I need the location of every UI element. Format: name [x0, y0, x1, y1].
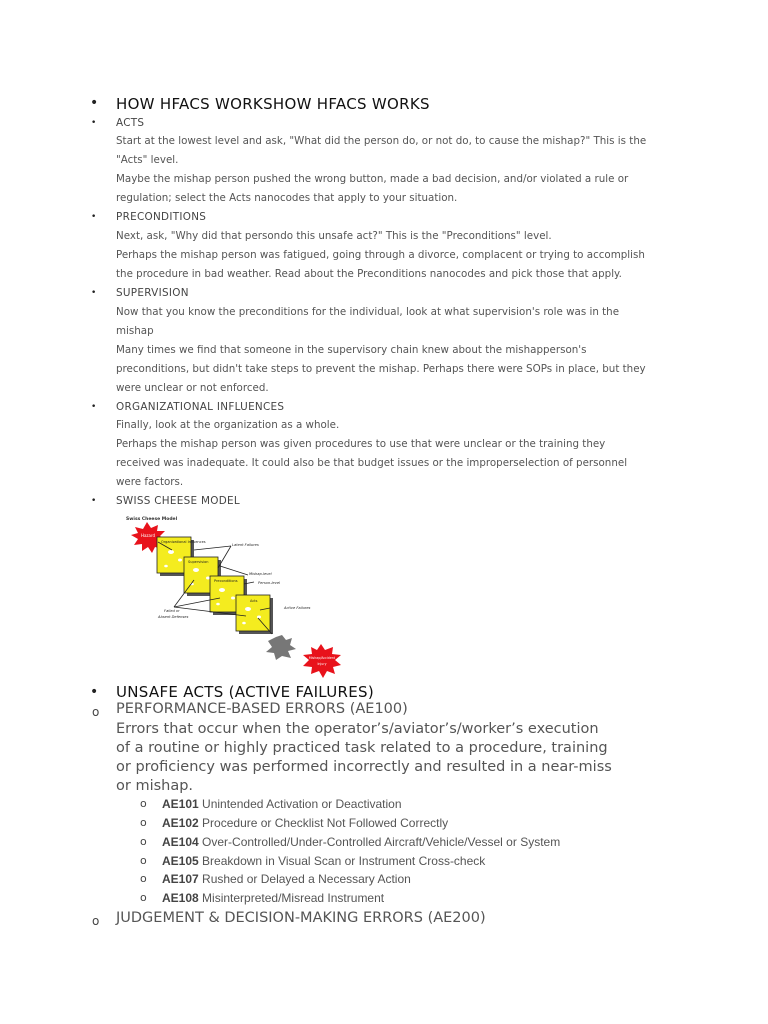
code-item: [162, 891, 384, 905]
body-line: the procedure in bad weather. Read about the Preconditions nanocodes and pick those that apply.: [116, 268, 622, 280]
body-line: Perhaps the mishap person was given procedures to use that were unclear or the training they: [116, 438, 606, 450]
mishap-level-label: Mishap-level: [249, 572, 272, 576]
unsafe-acts-heading: UNSAFE ACTS (ACTIVE FAILURES): [116, 683, 374, 701]
sub-bullet: o: [140, 891, 147, 904]
absent-defenses-label: Absent Defenses: [158, 615, 189, 619]
body-line: Next, ask, "Why did that persondo this unsafe act?" This is the "Preconditions" level.: [116, 230, 552, 242]
swiss-cheese-diagram: [116, 512, 356, 680]
injury-burst: [303, 644, 341, 678]
sub-bullet: o: [140, 835, 147, 848]
latent-failures-label: Latent Failures: [232, 543, 259, 547]
code-item: [162, 816, 448, 830]
desc-line: of a routine or highly practiced task related to a procedure, training: [116, 740, 608, 756]
code-item: [162, 835, 560, 849]
slice-sup-label: Supervision: [188, 560, 209, 564]
section-heading-swiss-cheese: SWISS CHEESE MODEL: [116, 495, 240, 507]
body-line: mishap: [116, 325, 154, 337]
body-line: Perhaps the mishap person was fatigued, going through a divorce, complacent or trying to accomplish: [116, 249, 645, 261]
sub-bullet: o: [140, 872, 147, 885]
judgement-errors-heading: JUDGEMENT & DECISION-MAKING ERRORS (AE200): [116, 910, 486, 926]
body-line: Start at the lowest level and ask, "What did the person do, or not do, to cause the mishap?" This is the: [116, 135, 647, 147]
slice-acts-label: Acts: [250, 599, 258, 603]
code-id: AE101: [162, 797, 199, 811]
perf-errors-heading: PERFORMANCE-BASED ERRORS (AE100): [116, 701, 408, 717]
perf-errors-description: [116, 720, 656, 796]
body-line: were factors.: [116, 476, 184, 488]
code-label: Rushed or Delayed a Necessary Action: [202, 872, 411, 886]
o-bullet: o: [92, 705, 100, 719]
doc-title: HOW HFACS WORKSHOW HFACS WORKS: [116, 95, 430, 113]
person-level-label: Person-level: [258, 581, 281, 585]
code-label: Unintended Activation or Deactivation: [202, 797, 402, 811]
bullet: •: [90, 95, 99, 111]
figure-title: Swiss Cheese Model: [126, 517, 178, 522]
code-id: AE105: [162, 854, 199, 868]
sub-bullet: o: [140, 854, 147, 867]
bullet: •: [91, 402, 97, 412]
body-line: regulation; select the Acts nanocodes that apply to your situation.: [116, 192, 458, 204]
bullet: •: [90, 684, 99, 700]
slice-org-label: Organizational Influences: [161, 540, 206, 544]
code-id: AE107: [162, 872, 199, 886]
bullet: •: [91, 288, 97, 298]
code-id: AE102: [162, 816, 199, 830]
section-body-acts: [116, 132, 656, 208]
section-heading-supervision: SUPERVISION: [116, 287, 189, 299]
failed-label: Failed or: [164, 609, 180, 613]
code-id: AE104: [162, 835, 199, 849]
body-line: Maybe the mishap person pushed the wrong button, made a bad decision, and/or violated a rule or: [116, 173, 629, 185]
body-line: Many times we find that someone in the supervisory chain knew about the mishapperson's: [116, 344, 587, 356]
injury-label-2: Injury: [317, 662, 327, 666]
bullet: •: [91, 212, 97, 222]
desc-line: or mishap.: [116, 778, 194, 794]
o-bullet: o: [92, 914, 100, 928]
body-line: Finally, look at the organization as a whole.: [116, 419, 340, 431]
bullet: •: [91, 496, 97, 506]
bullet: •: [91, 118, 97, 128]
sub-bullet: o: [140, 797, 147, 810]
body-line: were unclear or not enforced.: [116, 382, 269, 394]
code-label: Procedure or Checklist Not Followed Correctly: [202, 816, 449, 830]
body-line: Now that you know the preconditions for the individual, look at what supervision's role was in the: [116, 306, 620, 318]
code-item: [162, 854, 485, 868]
code-label: Breakdown in Visual Scan or Instrument Cross-check: [202, 854, 486, 868]
code-item: [162, 797, 402, 811]
code-item: [162, 872, 411, 886]
active-failures-label: Active Failures: [284, 606, 311, 610]
sub-bullet: o: [140, 816, 147, 829]
section-body-preconditions: [116, 227, 656, 284]
code-label: Over-Controlled/Under-Controlled Aircraft/Vehicle/Vessel or System: [202, 835, 561, 849]
section-heading-acts: ACTS: [116, 117, 145, 129]
injury-label-1: Mishap/Accident: [308, 656, 336, 660]
slice-pre-label: Preconditions: [214, 579, 238, 583]
desc-line: Errors that occur when the operator’s/aviator’s/worker’s execution: [116, 721, 599, 737]
explosion-shape: [266, 635, 296, 660]
body-line: preconditions, but didn't take steps to prevent the mishap. Perhaps there were SOPs in place, but they: [116, 363, 646, 375]
body-line: received was inadequate. It could also be that budget issues or the improperselection of personnel: [116, 457, 628, 469]
section-heading-organizational: ORGANIZATIONAL INFLUENCES: [116, 401, 285, 413]
desc-line: or proficiency was performed incorrectly and resulted in a near-miss: [116, 759, 612, 775]
section-body-organizational: [116, 416, 656, 492]
code-label: Misinterpreted/Misread Instrument: [202, 891, 385, 905]
hazard-label: Hazard: [140, 533, 156, 538]
section-heading-preconditions: PRECONDITIONS: [116, 211, 207, 223]
slice-acts: [236, 595, 273, 634]
body-line: "Acts" level.: [116, 154, 179, 166]
code-id: AE108: [162, 891, 199, 905]
section-body-supervision: [116, 303, 656, 398]
